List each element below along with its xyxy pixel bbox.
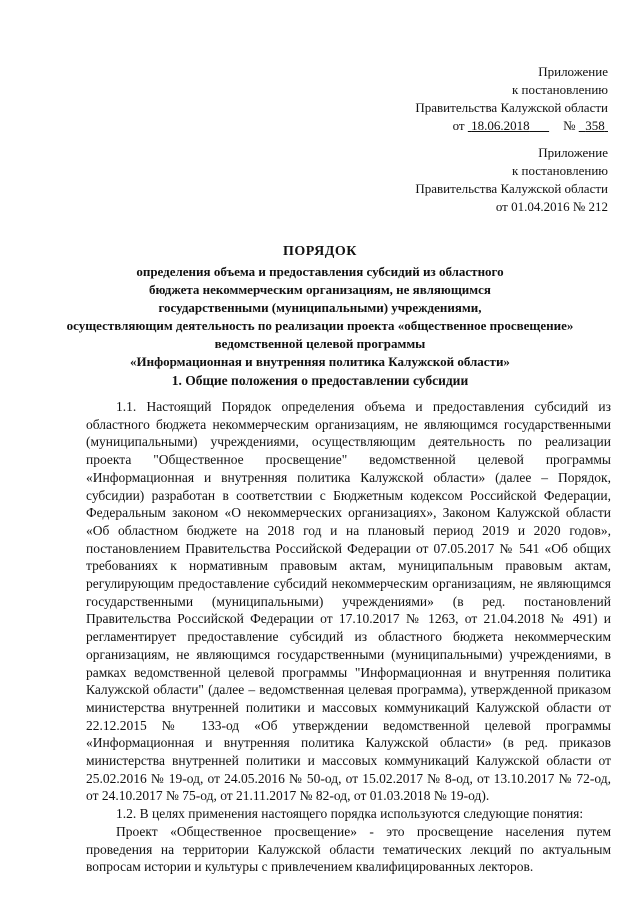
section-body (86, 398, 611, 876)
appendix-header-previous (415, 144, 608, 216)
section-heading: 1. Общие положения о предоставлении субсидии (171, 373, 469, 388)
appendix-label: Приложение (538, 145, 608, 160)
appendix-authority: Правительства Калужской области (415, 181, 608, 196)
appendix-reference: к постановлению (511, 163, 608, 178)
title-line: определения объема и предоставления субсидий из областного (136, 264, 504, 279)
paragraph-1-2: 1.2. В целях применения настоящего порядка используются следующие понятия: (116, 806, 584, 822)
title-line: осуществляющим деятельность по реализации проекта «общественное просвещение» (66, 318, 574, 333)
from-label: от (452, 118, 465, 133)
appendix-date-number (415, 117, 608, 135)
document-title (40, 243, 600, 371)
title-main: ПОРЯДОК (283, 244, 357, 259)
appendix-date-number: от 01.04.2016 № 212 (495, 199, 608, 214)
title-line: государственными (муниципальными) учреждениями, (158, 300, 482, 315)
paragraph-1-1: 1.1. Настоящий Порядок определения объема и предоставления субсидий из областного бюджета некоммерческим организациям, не являющимся государственными (муниципальными) учреждениями, осуществляющим деятельность по реализации проекта "Общественное просвещение" ведомственной целевой программы «Информационная и внутренняя политика Калужской области» (далее – Порядок, субсидии) разработан в соответствии с Бюджетным кодексом Российской Федерации, Федеральным законом «О некоммерческих организациях», Законом Калужской области «Об областном бюджете на 2018 год и на плановый период 2019 и 2020 годов», постановлением Правительства Российской Федерации от 07.05.2017 № 541 «Об общих требованиях к нормативным правовым актам, муниципальным правовым актам, регулирующим предоставление субсидий некоммерческим организациям, не являющимся государственными (муниципальными) учреждениями» (в ред. постановлений Правительства Российской Федерации от 17.10.2017 № 1263, от 21.04.2018 № 491) и регламентирует предоставление субсидий из областного бюджета некоммерческим организациям, не являющимся государственными (муниципальными) учреждениями, в рамках ведомственной целевой программы "Информационная и внутренняя политика Калужской области" (далее – ведомственная целевая программа), утвержденной приказом министерства внутренней политики и массовых коммуникаций Калужской области от 22.12.2015 № 133-од «Об утверждении ведомственной целевой программы «Информационная и внутренняя политика Калужской области» (в ред. приказов министерства внутренней политики и массовых коммуникаций Калужской области от 25.02.2016 № 19-од, от 24.05.2016 № 50-од, от 15.02.2017 № 8-од, от 13.10.2017 № 72-од, от 24.10.2017 № 75-од, от 21.11.2017 № 82-од, от 01.03.2018 № 19-од). (86, 399, 611, 804)
appendix-reference: к постановлению (511, 82, 608, 97)
appendix-header-current (415, 63, 608, 135)
title-line: бюджета некоммерческим организациям, не являющимся (149, 282, 491, 297)
decree-date: 18.06.2018 (471, 118, 530, 133)
decree-number: 358 (585, 118, 605, 133)
appendix-authority: Правительства Калужской области (415, 100, 608, 115)
paragraph-definition: Проект «Общественное просвещение» - это просвещение населения путем проведения на территории Калужской области тематических лекций по актуальным вопросам истории и культуры с привлечением квалифицированных лекторов. (86, 823, 611, 875)
number-sign: № (563, 118, 576, 133)
title-line: «Информационная и внутренняя политика Калужской области» (130, 354, 510, 369)
title-line: ведомственной целевой программы (214, 336, 426, 351)
appendix-label: Приложение (538, 64, 608, 79)
